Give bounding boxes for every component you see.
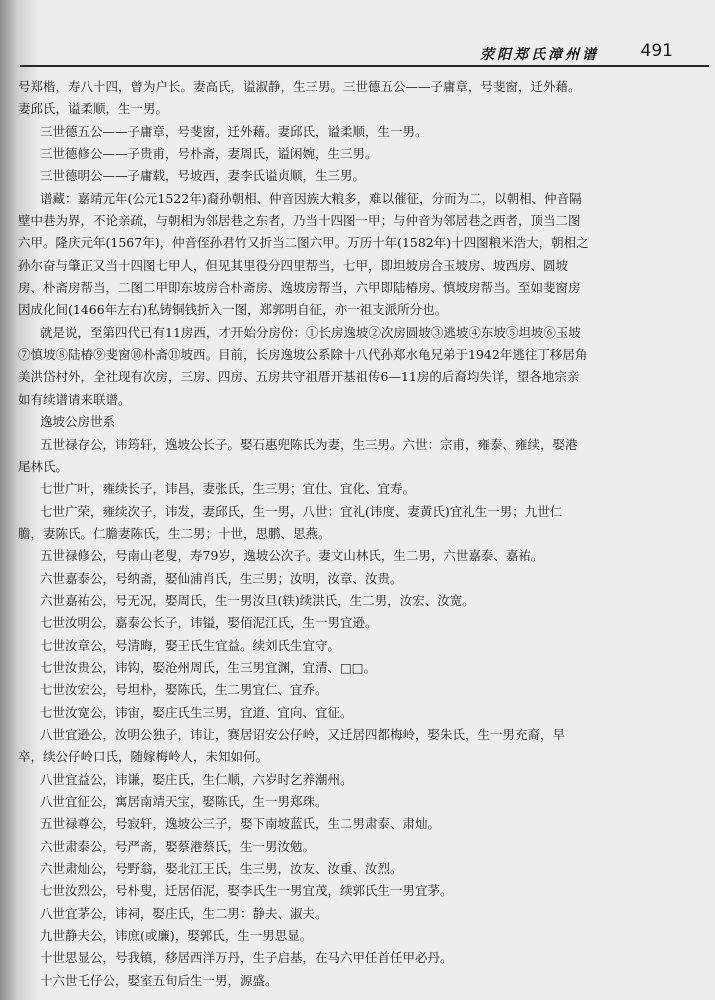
text-line: 七世汝烈公，号朴叟，迁居佰泥，娶李氏生一男宜茂，续郭氏生一男宜茅。: [40, 883, 453, 899]
text-line: 卒，续公仔岭口氏，随嫁梅岭人，未知如何。: [18, 749, 269, 765]
text-line: 壁中巷为界，不论亲疏，与朝相为邻居巷之东者，乃当十四图一甲；与仲音为邻居巷之西者，顶当二图: [18, 213, 581, 229]
text-line: 三世德修公——子贵甫，号朴斋，妻周氏，谥闲婉，生三男。: [40, 146, 378, 162]
text-line: 三世德五公——子庸章，号斐窗，迁外藉。妻邱氏，谥柔顺，生一男。: [40, 123, 428, 139]
page-header: [20, 40, 695, 66]
header-divider: [20, 65, 709, 67]
text-line: 房、朴斋房帮当，二图二甲即东坡房合朴斋房、逸坡房帮当，六甲即陆椿房、慎坡房帮当。至如斐窗房: [18, 280, 581, 296]
text-line: 三世德明公——子庸载，号坡西，妻李氏谥贞顺，生三男。: [40, 168, 366, 184]
text-line: 就是说，至第四代已有11房西，才开始分房份：①长房逸坡②次房圆坡③逃坡④东坡⑤坦坡⑥玉坡: [40, 324, 581, 340]
text-line: 谱藏：嘉靖元年(公元1522年)裔孙朝相、仲音因族大粮多，难以催征，分而为二，以朝相、仲音隔: [40, 190, 582, 206]
text-line: 十世思显公，号我镇，移居西洋万丹，生子启基，在马六甲任首任甲必丹。: [40, 950, 453, 966]
text-line: 五世禄修公，号南山老叟，寿79岁，逸坡公次子。妻文山林氏，生二男，六世嘉泰、嘉祐。: [40, 548, 544, 564]
running-title: 荥阳郑氏漳州谱: [480, 47, 599, 63]
text-line: 妻邱氏，谥柔顺，生一男。: [18, 101, 169, 117]
text-line: 八世宜征公，寓居南靖天宝，娶陈氏，生一男郑珠。: [40, 794, 328, 809]
text-line: 如有续谱请来联谱。: [18, 391, 131, 407]
text-line: 七世汝宏公，号坦朴，娶陈氏，生二男宜仁、宜乔。: [40, 682, 328, 698]
text-line: 尾林氏。: [18, 458, 69, 474]
text-line: 号郑楷，寿八十四，曾为户长。妻高氏，谥淑静，生三男。三世德五公——子庸章，号斐窗，迁外藉。: [18, 79, 581, 94]
text-line: 九世静夫公，讳庶(或廉)，娶郭氏，生一男思显。: [40, 928, 313, 944]
page-number: 491: [640, 41, 673, 61]
text-line: 七世广荣，雍续次子，讳发，妻邱氏，生一男，八世：宜礼(讳度、妻黄氏)宜礼生一男；九世仁: [40, 503, 563, 519]
text-line: 七世汝章公，号清晦，娶王氏生宜益。续刘氏生宜守。: [40, 637, 341, 653]
text-line: 五世禄存公，讳筠轩，逸坡公长子。娶石惠兜陈氏为妻，生三男。六世：宗甫，雍泰、雍续，娶港: [40, 436, 578, 452]
text-line: 六甲。隆庆元年(1567年)，仲音侄孙君竹又折当二图六甲。万历十年(1582年)十四图粮米浩大，朝相之: [18, 235, 589, 251]
text-line: 七世汝宽公，讳宙，娶庄氏生三男，宜道、宜向、宜征。: [40, 704, 353, 720]
document-body: [18, 76, 698, 992]
text-line: 孙尔奋与肇正又当十四图七甲人，但见其里役分四里帮当，七甲，即坦坡房合玉坡房、坡西房、圆坡: [18, 257, 569, 273]
text-line: 八世宜逊公，汝明公独子，讳让，赛居诏安公仔岭，又迁居四都梅岭，娶朱氏，生一男充裔，早: [40, 726, 566, 742]
text-line: ⑦慎坡⑧陆椿⑨斐窗⑩朴斋⑪坡西。目前，长房逸坡公系除十八代孙郑水龟兄弟于1942年逃往丁移居角: [18, 347, 588, 363]
text-line: 七世汝明公，嘉泰公长子，讳镒，娶佰泥江氏，生一男宜逊。: [40, 615, 378, 631]
text-line: 六世嘉祐公，号无况，娶周氏，生一男汝旦(轶)续洪氏，生二男，汝宏、汝宽。: [40, 592, 475, 608]
text-line: 因成化间(1466年左右)私铸铜钱折入一图，郑郭明自征，亦一祖支派所分也。: [18, 302, 448, 318]
text-line: 七世汝贵公，讳钩，娶沧州周氏，生三男宜渊，宜清、□□。: [40, 659, 377, 675]
text-line: 逸坡公房世系: [40, 414, 116, 430]
text-line: 膽，妻陈氏。仁膽妻陈氏，生二男；十世，思鹏、思燕。: [18, 525, 331, 541]
text-line: 美洪岱村外，全社现有次房，三房、四房、五房共守祖厝开基祖传6—11房的后裔均失详，望各地宗亲: [18, 369, 580, 385]
text-line: 六世肃泰公，号严斋，娶蔡港蔡氏，生一男汝勉。: [40, 838, 316, 854]
text-line: 六世肃灿公，号野翁，娶北江王氏，生三男，汝友、汝重、汝烈。: [40, 861, 403, 877]
text-line: 六世嘉泰公，号纳斋，娶仙浦肖氏，生三男；汝明，汝章、汝贵。: [40, 570, 403, 586]
text-line: 八世宜茅公，讳祠，娶庄氏，生二男：静夫、淑夫。: [40, 905, 328, 921]
text-line: 七世广叶，雍续长子，讳昌，妻张氏，生三男；宜仕、宜化、宜寿。: [40, 481, 416, 497]
text-line: 十六世乇仔公，娶室五旬后生一男，源盛。: [40, 972, 278, 988]
text-line: 八世宜益公，讳谦，娶庄氏，生仁顺，六岁时乞养潮州。: [40, 771, 353, 787]
text-line: 五世禄尊公，号寂轩，逸坡公三子，娶下南坡蓝氏，生二男肃泰、肃灿。: [40, 816, 441, 832]
